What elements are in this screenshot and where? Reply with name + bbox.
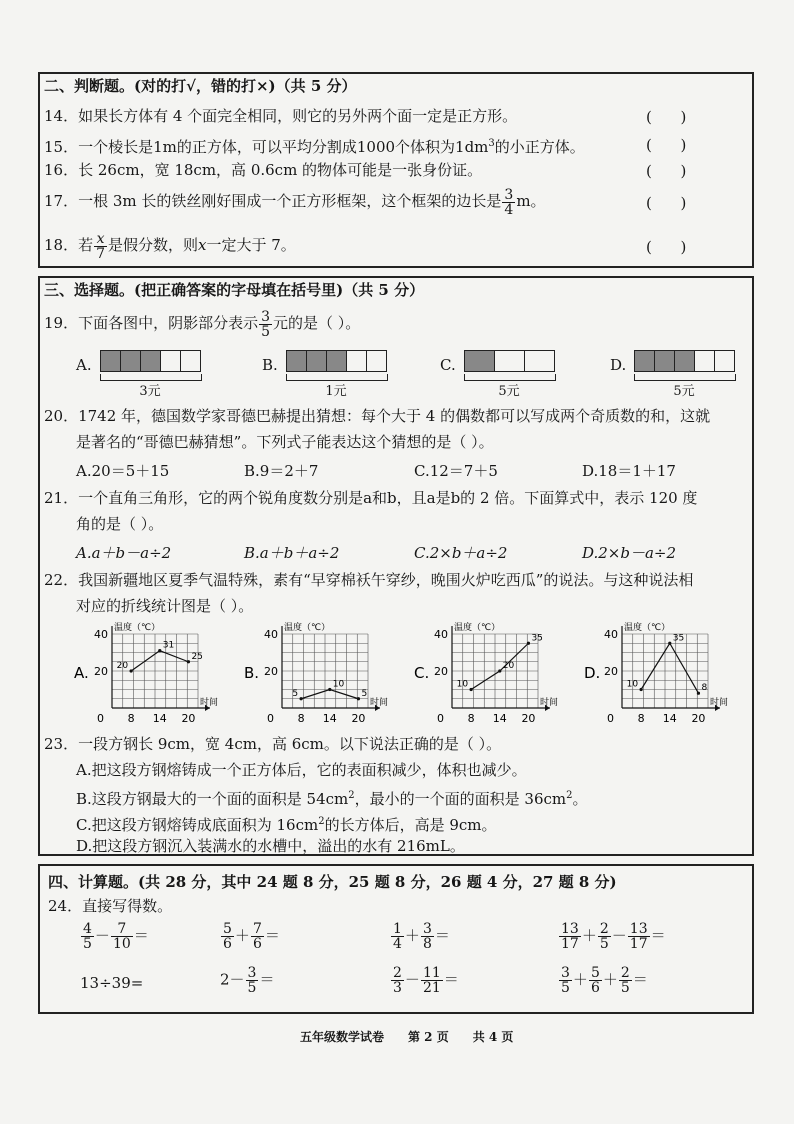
- q21-option-d[interactable]: D.2×b－a÷2: [582, 544, 677, 562]
- q19-bar-label: 1元: [325, 384, 347, 399]
- shaded-cell: [100, 350, 121, 372]
- origin-label: 0: [437, 712, 444, 725]
- q20-option-b[interactable]: B.9＝2＋7: [244, 462, 319, 480]
- shaded-cell: [326, 350, 347, 372]
- q19-option-letter[interactable]: A.: [76, 356, 92, 374]
- fraction: $\frac{2}{5}$: [620, 965, 630, 996]
- origin-label: 0: [97, 712, 104, 725]
- line-chart: [46, 616, 219, 726]
- x-tick-label: 8: [467, 712, 475, 725]
- line-chart: [386, 616, 559, 726]
- data-point: [527, 642, 530, 645]
- shaded-cell: [464, 350, 495, 372]
- y-tick-label: 20: [434, 665, 448, 678]
- blank-cell: [714, 350, 735, 372]
- series-line: [471, 643, 528, 689]
- q19-bar-label: 3元: [139, 384, 161, 399]
- data-label: 10: [332, 679, 345, 690]
- section-2-box: [38, 72, 754, 268]
- q21-option-b[interactable]: B.a＋b＋a÷2: [244, 544, 340, 562]
- q19-bar-label: 5元: [673, 384, 695, 399]
- shaded-cell: [306, 350, 327, 372]
- calc-r1c1: $\frac{4}{5}$ － $\frac{7}{10}$ ＝: [83, 921, 149, 952]
- section-3-title: 三、选择题。(把正确答案的字母填在括号里)（共 5 分）: [44, 281, 425, 299]
- origin-label: 0: [267, 712, 274, 725]
- data-point: [668, 642, 671, 645]
- question-16: 16．长 26cm，宽 18cm，高 0.6cm 的物体可能是一张身份证。: [44, 161, 483, 179]
- data-point: [130, 669, 133, 672]
- x-tick-label: 20: [181, 712, 196, 725]
- blank-cell: [524, 350, 555, 372]
- calc-r1c3: $\frac{1}{4}$ ＋ $\frac{3}{8}$ ＝: [393, 921, 450, 952]
- data-label: 5: [361, 688, 368, 699]
- data-point: [158, 649, 161, 652]
- data-point: [498, 669, 501, 672]
- blank-cell: [694, 350, 715, 372]
- question-20-line1: 20．1742 年，德国数学家哥德巴赫提出猜想：每个大于 4 的偶数都可以写成两个奇质数的和，这就: [44, 407, 711, 425]
- answer-paren-18[interactable]: ( ): [646, 238, 687, 256]
- x-tick-label: 14: [322, 712, 337, 725]
- fraction: $\frac{2}{5}$: [599, 921, 609, 952]
- data-label: 10: [626, 679, 639, 690]
- data-label: 20: [502, 661, 515, 671]
- data-label: 10: [456, 679, 469, 690]
- blank-cell: [160, 350, 181, 372]
- fraction: $\frac{13}{17}$: [629, 921, 648, 952]
- chart-option-letter: A.: [74, 664, 89, 682]
- chart-option-letter: B.: [244, 664, 260, 682]
- shaded-cell: [634, 350, 655, 372]
- x-tick-label: 8: [637, 712, 645, 725]
- question-14: 14．如果长方体有 4 个面完全相同，则它的另外两个面一定是正方形。: [44, 107, 518, 125]
- data-label: 8: [701, 683, 708, 694]
- answer-paren-15[interactable]: ( ): [646, 136, 687, 154]
- chart-option-letter: D.: [584, 664, 601, 682]
- calc-r2c1: 13÷39=: [80, 974, 144, 992]
- fraction: $\frac{7}{10}$: [112, 921, 131, 952]
- calc-r2c4: $\frac{3}{5}$ ＋ $\frac{5}{6}$ ＋ $\frac{2}{5}$ ＝: [561, 965, 648, 996]
- x-tick-label: 14: [152, 712, 167, 725]
- series-line: [131, 651, 188, 671]
- blank-cell: [180, 350, 201, 372]
- answer-paren-14[interactable]: ( ): [646, 108, 687, 126]
- x-axis-label: 时间: [540, 698, 559, 708]
- data-label: 25: [191, 651, 203, 662]
- data-point: [470, 688, 473, 691]
- fraction: $\frac{7}{6}$: [252, 921, 262, 952]
- answer-paren-17[interactable]: ( ): [646, 194, 687, 212]
- data-point: [328, 688, 331, 691]
- chart-option-letter: C.: [414, 664, 430, 682]
- section-3-box: [38, 276, 754, 856]
- blank-cell: [366, 350, 387, 372]
- data-label: 20: [116, 661, 129, 671]
- origin-label: 0: [607, 712, 614, 725]
- q19-option-letter[interactable]: C.: [440, 356, 456, 374]
- q21-option-c[interactable]: C.2×b＋a÷2: [414, 544, 508, 562]
- q23-option-b[interactable]: B.这段方钢最大的一个面的面积是 $54cm^2$，最小的一个面的面积是 $36cm^2$。: [76, 790, 588, 808]
- answer-paren-16[interactable]: ( ): [646, 162, 687, 180]
- shaded-cell: [286, 350, 307, 372]
- data-label: 35: [672, 633, 685, 644]
- question-22-line2: 对应的折线统计图是（ ）。: [76, 597, 254, 615]
- x-axis-label: 时间: [200, 698, 219, 708]
- x-axis-label: 时间: [710, 698, 729, 708]
- question-21-line1: 21．一个直角三角形，它的两个锐角度数分别是a和b，且a是b的 2 倍。下面算式中，表示 120 度: [44, 489, 698, 507]
- y-axis-label: 温度（℃）: [284, 623, 331, 633]
- y-tick-label: 20: [604, 665, 618, 678]
- data-point: [640, 688, 643, 691]
- x-tick-label: 8: [127, 712, 135, 725]
- q20-option-a[interactable]: A.20＝5＋15: [76, 462, 170, 480]
- y-tick-label: 40: [434, 628, 448, 641]
- data-label: 5: [292, 688, 299, 699]
- x-tick-label: 20: [351, 712, 366, 725]
- page-footer: 五年级数学试卷 第 2 页 共 4 页: [300, 1030, 514, 1044]
- fraction: $\frac{3}{8}$: [422, 921, 432, 952]
- data-label: 31: [162, 640, 175, 651]
- x-axis-label: 时间: [370, 698, 389, 708]
- x-tick-label: 14: [492, 712, 507, 725]
- fraction: $\frac{4}{5}$: [83, 921, 92, 952]
- fraction: $\frac{3}{5}$: [561, 965, 570, 996]
- q23-option-c[interactable]: C.把这段方钢熔铸成底面积为 $16cm^2$的长方体后，高是 9cm。: [76, 816, 497, 834]
- section-4-title: 四、计算题。(共 28 分，其中 24 题 8 分，25 题 8 分，26 题 4 分，27 题 8 分): [48, 873, 617, 891]
- x-tick-label: 8: [297, 712, 305, 725]
- y-tick-label: 40: [264, 628, 278, 641]
- shaded-cell: [654, 350, 675, 372]
- calc-r1c4: $\frac{13}{17}$ ＋ $\frac{2}{5}$ － $\frac{13}{17}$ ＝: [561, 921, 666, 952]
- y-tick-label: 40: [94, 628, 108, 641]
- fraction: $\frac{1}{4}$: [393, 921, 402, 952]
- y-tick-label: 20: [264, 665, 278, 678]
- question-23: 23．一段方钢长 9cm，宽 4cm，高 6cm。以下说法正确的是（ ）。: [44, 735, 502, 753]
- blank-cell: [494, 350, 525, 372]
- question-22-line1: 22．我国新疆地区夏季气温特殊，素有“早穿棉袄午穿纱，晚围火炉吃西瓜”的说法。与这种说法相: [44, 571, 694, 589]
- calc-r1c2: $\frac{5}{6}$ ＋ $\frac{7}{6}$ ＝: [223, 921, 280, 952]
- shaded-cell: [120, 350, 141, 372]
- x-tick-label: 14: [662, 712, 677, 725]
- q19-option-letter[interactable]: D.: [610, 356, 627, 374]
- shaded-cell: [140, 350, 161, 372]
- fraction: $\frac{11}{21}$: [422, 965, 441, 996]
- q19-bar-label: 5元: [498, 384, 520, 399]
- series-line: [641, 643, 698, 693]
- y-tick-label: 40: [604, 628, 618, 641]
- y-tick-label: 20: [94, 665, 108, 678]
- calc-r2c3: $\frac{2}{3}$ － $\frac{11}{21}$ ＝: [393, 965, 459, 996]
- question-24: 24．直接写得数。: [48, 897, 173, 915]
- question-17: 17．一根 3m 长的铁丝刚好围成一个正方形框架，这个框架的边长是 $\frac{3}{4}$ m。: [44, 186, 546, 218]
- section-4-box: [38, 864, 754, 1014]
- q19-option-letter[interactable]: B.: [262, 356, 278, 374]
- q23-option-d[interactable]: D.把这段方钢沉入装满水的水槽中，溢出的水有 216mL。: [76, 837, 465, 855]
- q23-option-a[interactable]: A.把这段方钢熔铸成一个正方体后，它的表面积减少，体积也减少。: [76, 761, 527, 779]
- x-tick-label: 20: [691, 712, 706, 725]
- line-chart: [216, 616, 389, 726]
- data-label: 35: [531, 633, 543, 644]
- y-axis-label: 温度（℃）: [454, 623, 501, 633]
- data-point: [187, 660, 190, 663]
- section-2-title: 二、判断题。(对的打√，错的打×)（共 5 分）: [44, 77, 357, 95]
- data-point: [697, 692, 700, 695]
- question-15: 15．一个棱长是1m的正方体，可以平均分割成1000个体积为$1dm^3$的小正方体。: [44, 138, 585, 156]
- blank-cell: [346, 350, 367, 372]
- fraction: $\frac{5}{6}$: [223, 921, 232, 952]
- q20-option-d[interactable]: D.18＝1＋17: [582, 462, 676, 480]
- y-axis-label: 温度（℃）: [624, 623, 671, 633]
- question-19: 19．下面各图中，阴影部分表示 $\frac{3}{5}$ 元的是（ ）。: [44, 308, 361, 340]
- data-point: [300, 697, 303, 700]
- question-18: 18．若 $\frac{x}{7}$ 是假分数，则x一定大于 7。: [44, 230, 296, 262]
- q21-option-a[interactable]: A.a＋b－a÷2: [76, 544, 172, 562]
- line-chart: [556, 616, 729, 726]
- fraction: $\frac{13}{17}$: [561, 921, 579, 952]
- shaded-cell: [674, 350, 695, 372]
- calc-r2c2: 2－ $\frac{3}{5}$ ＝: [220, 965, 275, 996]
- x-tick-label: 20: [521, 712, 536, 725]
- data-point: [357, 697, 360, 700]
- fraction: $\frac{3}{5}$: [247, 965, 257, 996]
- y-axis-label: 温度（℃）: [114, 623, 161, 633]
- fraction: $\frac{5}{6}$: [590, 965, 600, 996]
- question-21-line2: 角的是（ ）。: [76, 515, 164, 533]
- question-20-line2: 是著名的“哥德巴赫猜想”。下列式子能表达这个猜想的是（ ）。: [76, 433, 494, 451]
- q20-option-c[interactable]: C.12＝7＋5: [414, 462, 498, 480]
- fraction: $\frac{2}{3}$: [393, 965, 402, 996]
